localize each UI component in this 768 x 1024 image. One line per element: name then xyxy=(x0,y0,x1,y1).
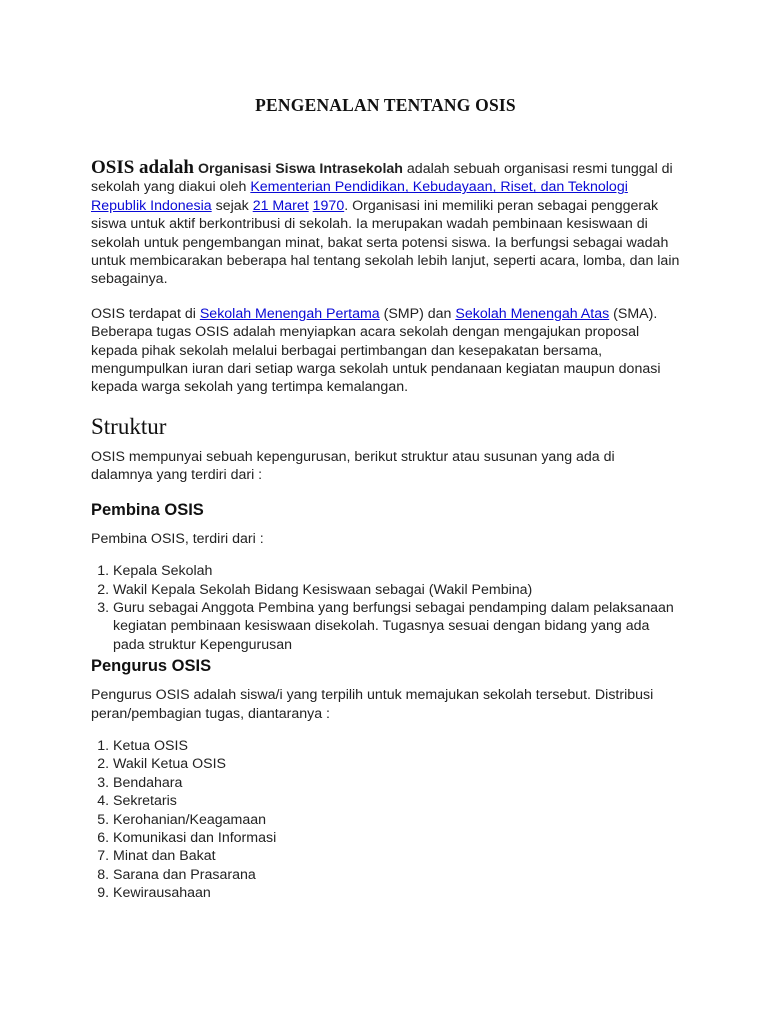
intro-text-2: sejak xyxy=(211,197,253,214)
list-item: 1. Kepala Sekolah xyxy=(113,562,680,580)
pengurus-list xyxy=(91,737,680,903)
intro-text-4: . Organisasi ini memiliki peran sebagai penggerak siswa untuk aktif berkontribusi di sekolah. Ia merupakan wadah pembinaan kesiswaan di sekolah untuk pengembangan minat, bakat serta potensi siswa. Ia berfungsi sebagai wadah untuk membicarakan beberapa hal tentang sekolah lebih lanjut, seperti acara, lomba, dan lain sebagainya. xyxy=(91,197,680,288)
list-item: 6. Komunikasi dan Informasi xyxy=(113,829,680,847)
list-item: 2. Wakil Kepala Sekolah Bidang Kesiswaan sebagai (Wakil Pembina) xyxy=(113,581,680,599)
para2-text-3: (SMA). Beberapa tugas OSIS adalah menyiapkan acara sekolah dengan mengajukan proposal kepada pihak sekolah melalui berbagai pertimbangan dan kesepakatan bersama, mengumpulkan iuran dari setiap warga sekolah untuk pendanaan kegiatan maupun donasi kepada warga sekolah yang tertimpa kemalangan. xyxy=(91,305,661,396)
list-item: 3. Guru sebagai Anggota Pembina yang berfungsi sebagai pendamping dalam pelaksanaan kegiatan pembinaan kesiswaan disekolah. Tugasnya sesuai dengan bidang yang ada pada struktur Kepengurusan xyxy=(113,599,680,654)
list-item: 1. Ketua OSIS xyxy=(113,737,680,755)
pembina-description: Pembina OSIS, terdiri dari : xyxy=(91,530,264,547)
pembina-list xyxy=(91,562,680,654)
lead-term: OSIS adalah xyxy=(91,157,194,178)
para2-text-1: OSIS terdapat di xyxy=(91,305,200,322)
intro-text-1: adalah sebuah organisasi resmi tunggal di sekolah yang diakui oleh xyxy=(91,161,673,196)
list-item: 5. Kerohanian/Keagamaan xyxy=(113,811,680,829)
link-sma[interactable]: Sekolah Menengah Atas xyxy=(455,305,610,322)
smp-sma-paragraph xyxy=(91,305,680,397)
pembina-heading: Pembina OSIS xyxy=(91,500,204,519)
struktur-description: OSIS mempunyai sebuah kepengurusan, berikut struktur atau susunan yang ada di dalamnya yang terdiri dari : xyxy=(91,448,615,484)
link-smp[interactable]: Sekolah Menengah Pertama xyxy=(199,305,380,322)
para2-text-2: (SMP) dan xyxy=(379,305,456,322)
link-1970[interactable]: 1970 xyxy=(312,197,345,214)
list-item: 2. Wakil Ketua OSIS xyxy=(113,755,680,773)
intro-paragraph xyxy=(91,159,680,289)
list-item: 8. Sarana dan Prasarana xyxy=(113,866,680,884)
org-name: Organisasi Siswa Intrasekolah xyxy=(197,161,403,177)
page-title: PENGENALAN TENTANG OSIS xyxy=(255,95,516,115)
pengurus-heading: Pengurus OSIS xyxy=(91,657,212,676)
list-item: 4. Sekretaris xyxy=(113,792,680,810)
list-item: 7. Minat dan Bakat xyxy=(113,847,680,865)
link-21-maret[interactable]: 21 Maret xyxy=(252,197,309,214)
pengurus-description: Pengurus OSIS adalah siswa/i yang terpilih untuk memajukan sekolah tersebut. Distribusi peran/pembagian tugas, diantaranya : xyxy=(91,687,654,722)
list-item: 9. Kewirausahaan xyxy=(113,884,680,902)
struktur-heading: Struktur xyxy=(91,413,167,439)
link-kementerian[interactable]: Kementerian Pendidikan, Kebudayaan, Riset, dan Teknologi Republik Indonesia xyxy=(91,179,628,214)
list-item: 3. Bendahara xyxy=(113,774,680,792)
